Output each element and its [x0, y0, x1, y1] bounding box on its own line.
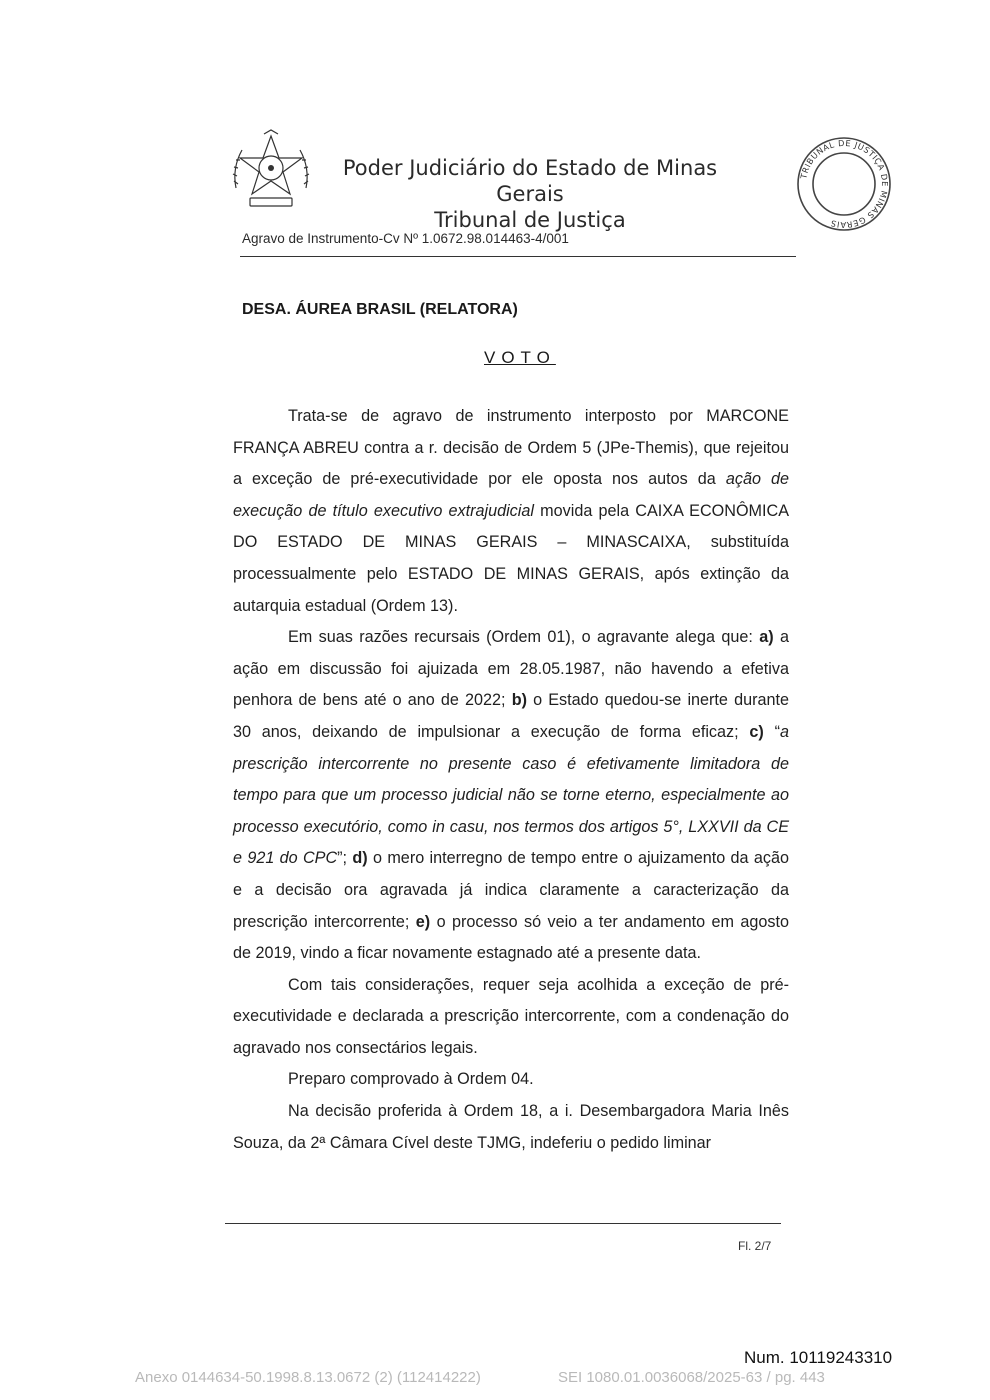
paragraph-1: Trata-se de agravo de instrumento interposto por MARCONE FRANÇA ABREU contra a r. decisão de Ordem 5 (JPe-Themis), que rejeitou a exceção de pré-executividade por ele oposta nos autos da ação de execução de título executivo extrajudicial movida pela CAIXA ECONÔMICA DO ESTADO DE MINAS GERAIS – MINASCAIXA, substituída processualmente pelo ESTADO DE MINAS GERAIS, após extinção da autarquia estadual (Ordem 13).: [233, 407, 790, 615]
institution-name: Poder Judiciário do Estado de Minas Gerais: [342, 156, 718, 206]
document-num-id: Num. 10119243310: [744, 1348, 893, 1367]
court-name: Tribunal de Justiça: [434, 208, 626, 232]
paragraph-3: Com tais considerações, requer seja acolhida a exceção de pré-executividade e declarada a prescrição intercorrente, com a condenação do agravado nos consectários legais.: [233, 975, 789, 1057]
footer-sei: SEI 1080.01.0036068/2025-63 / pg. 443: [558, 1369, 825, 1386]
paragraph-4: Preparo comprovado à Ordem 04.: [288, 1070, 534, 1089]
case-number: Agravo de Instrumento-Cv Nº 1.0672.98.014463-4/001: [242, 231, 569, 246]
coat-of-arms-icon: [228, 128, 314, 214]
section-title: VOTO: [484, 348, 556, 367]
court-stamp-icon: [796, 136, 892, 232]
page-number: Fl. 2/7: [738, 1239, 772, 1253]
paragraph-5: Na decisão proferida à Ordem 18, a i. Desembargadora Maria Inês Souza, da 2ª Câmara Cível deste TJMG, indeferiu o pedido liminar: [233, 1102, 789, 1152]
footer-anexo: Anexo 0144634-50.1998.8.13.0672 (2) (112414222): [135, 1369, 481, 1386]
action-type-italic: ação de execução de título executivo extrajudicial: [233, 470, 789, 520]
rapporteur-name: DESA. ÁUREA BRASIL (RELATORA): [242, 301, 518, 318]
document-body: [233, 401, 789, 1159]
stamp-text: TRIBUNAL DE JUSTIÇA DE MINAS GERAIS: [798, 137, 891, 231]
institution-header: [320, 155, 740, 233]
footer-divider: [225, 1223, 781, 1224]
paragraph-2: Em suas razões recursais (Ordem 01), o agravante alega que: a) a ação em discussão foi ajuizada em 28.05.1987, não havendo a efetiva penhora de bens até o ano de 2022; b) o Estado quedou-se inerte durante 30 anos, deixando de impulsionar a execução de forma eficaz; c) “a prescrição intercorrente no presente caso é efetivamente limitadora de tempo para que um processo judicial não se torne eterno, especialmente ao processo executório, como in casu, nos termos dos artigos 5°, LXXVII da CE e 921 do CPC”; d) o mero interregno de tempo entre o ajuizamento da ação e a decisão ora agravada já indica claramente a caracterização da prescrição intercorrente; e) o processo só veio a ter andamento em agosto de 2019, vindo a ficar novamente estagnado até a presente data.: [233, 628, 790, 963]
header-divider: [240, 256, 796, 257]
quoted-argument: a prescrição intercorrente no presente caso é efetivamente limitadora de tempo para que um processo judicial não se torne eterno, especialmente ao processo executório, como in casu, nos termos dos artigos 5°, LXXVII da CE e 921 do CPC: [233, 722, 790, 868]
